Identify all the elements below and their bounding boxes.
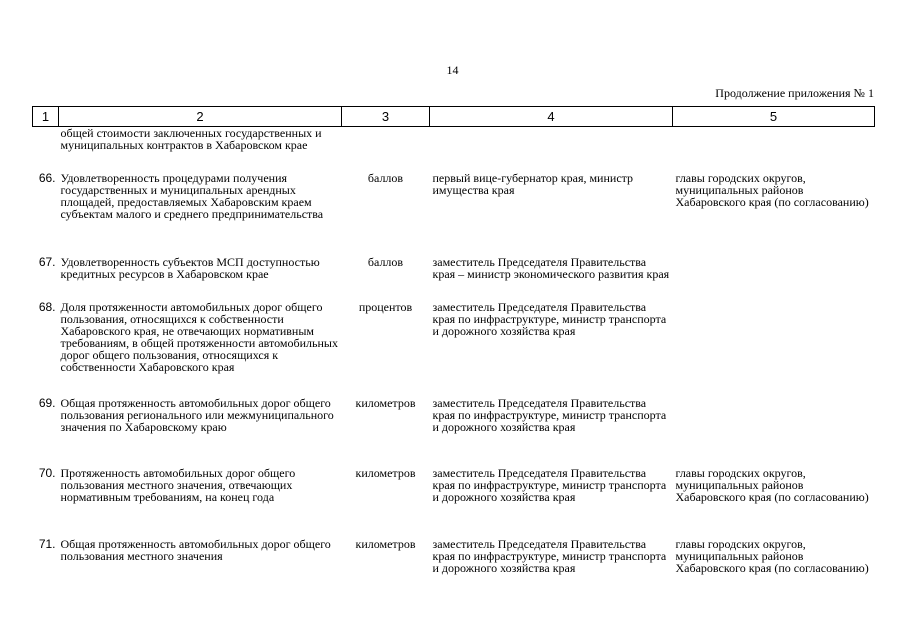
responsible-official: заместитель Председателя Правительства края – министр экономического развития края [432,254,670,281]
responsible-official: заместитель Председателя Правительства края по инфраструктуре, министр транспорта и дорожного хозяйства края [432,465,667,504]
column-header-4: 4 [430,107,673,127]
co-executors [673,127,875,172]
indicator-name: Удовлетворенность процедурами получения государственных и муниципальных арендных площадей, предоставляемых Хабаровским краем субъектам малого и среднего предпринимательства [60,170,324,221]
row-number: 66. [38,170,56,185]
indicators-table [32,106,875,608]
appendix-continuation-note: Продолжение приложения № 1 [715,86,874,100]
indicator-name: Общая протяженность автомобильных дорог общего пользования регионального или межмуниципального значения по Хабаровскому краю [60,395,334,434]
table-row [33,301,875,397]
responsible-official: заместитель Председателя Правительства края по инфраструктуре, министр транспорта и дорожного хозяйства края [432,299,667,338]
row-number [33,127,59,172]
unit-of-measure [342,127,430,172]
row-number: 71. [38,536,56,551]
row-number: 69. [38,395,56,410]
unit-of-measure: процентов [358,299,413,314]
table-row [33,172,875,256]
co-executors [673,301,875,397]
indicator-name: Общая протяженность автомобильных дорог общего пользования местного значения [60,536,331,563]
column-header-2: 2 [59,107,342,127]
table-row [33,127,875,172]
indicator-name: Удовлетворенность субъектов МСП доступностью кредитных ресурсов в Хабаровском крае [60,254,320,281]
responsible-official: заместитель Председателя Правительства края по инфраструктуре, министр транспорта и дорожного хозяйства края [432,395,667,434]
table-row [33,467,875,538]
table-row [33,256,875,301]
responsible-official [430,127,673,172]
table-row [33,397,875,467]
unit-of-measure: баллов [367,170,404,185]
co-executors: главы городских округов, муниципальных районов Хабаровского края (по согласованию) [675,465,869,504]
co-executors: главы городских округов, муниципальных районов Хабаровского края (по согласованию) [675,536,869,575]
co-executors [673,397,875,467]
co-executors [673,256,875,301]
co-executors: главы городских округов, муниципальных районов Хабаровского края (по согласованию) [675,170,869,209]
column-header-1: 1 [33,107,59,127]
indicator-name: Доля протяженности автомобильных дорог общего пользования, относящихся к собственности Хабаровского края, не отвечающих нормативным требованиям, в общей протяженности автомобильных дорог общего пользования, относящихся к собственности Хабаровского края [60,299,338,374]
responsible-official: первый вице-губернатор края, министр имущества края [432,170,634,197]
column-header-3: 3 [342,107,430,127]
page-number: 14 [446,63,459,77]
row-number: 67. [38,254,56,269]
column-header-5: 5 [673,107,875,127]
unit-of-measure: километров [355,465,416,480]
table-header [33,107,875,127]
unit-of-measure: километров [355,395,416,410]
unit-of-measure: километров [355,536,416,551]
table-row [33,538,875,608]
indicator-name: Протяженность автомобильных дорог общего пользования местного значения, отвечающих нормативным требованиям, на конец года [60,465,296,504]
row-number: 68. [38,299,56,314]
responsible-official: заместитель Председателя Правительства края по инфраструктуре, министр транспорта и дорожного хозяйства края [432,536,667,575]
unit-of-measure: баллов [367,254,404,269]
row-number: 70. [38,465,56,480]
indicator-name: общей стоимости заключенных государственных и муниципальных контрактов в Хабаровском крае [60,126,322,152]
